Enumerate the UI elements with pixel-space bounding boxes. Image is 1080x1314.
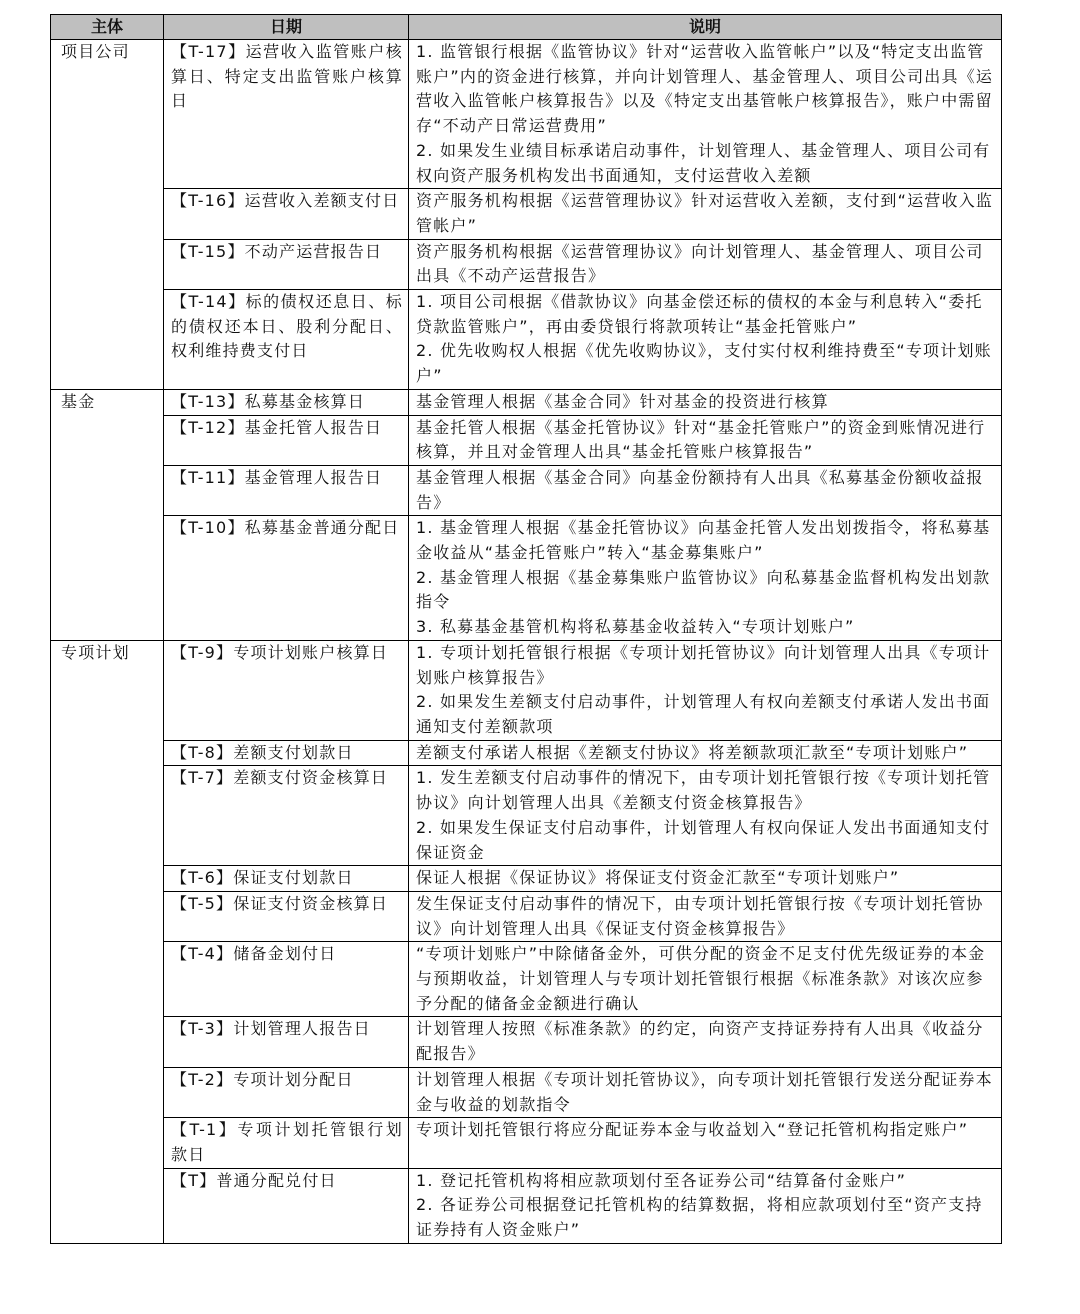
description-cell	[409, 740, 1002, 766]
date-cell: 【T-6】保证支付划款日	[164, 866, 409, 892]
table-row	[51, 1067, 1002, 1117]
date-cell: 【T-15】不动产运营报告日	[164, 239, 409, 289]
description-cell	[409, 290, 1002, 390]
header-description: 说明	[409, 15, 1002, 40]
description-paragraph: 1. 基金管理人根据《基金托管协议》向基金托管人发出划拨指令，将私募基金收益从“基金托管账户”转入“基金募集账户”	[416, 518, 991, 563]
header-row	[51, 15, 1002, 40]
description-cell	[409, 1118, 1002, 1168]
description-paragraph: 差额支付承诺人根据《差额支付协议》将差额款项汇款至“专项计划账户”	[416, 742, 969, 762]
description-paragraph: 专项计划托管银行将应分配证券本金与收益划入“登记托管机构指定账户”	[416, 1120, 969, 1140]
table-row	[51, 866, 1002, 892]
subject-cell	[51, 239, 164, 289]
date-cell: 【T-8】差额支付划款日	[164, 740, 409, 766]
description-cell	[409, 239, 1002, 289]
description-cell	[409, 40, 1002, 189]
description-cell	[409, 1017, 1002, 1067]
description-paragraph: 基金管理人根据《基金合同》针对基金的投资进行核算	[416, 391, 829, 411]
description-cell	[409, 415, 1002, 465]
description-paragraph: 2. 如果发生业绩目标承诺启动事件，计划管理人、基金管理人、项目公司有权向资产服务机构发出书面通知，支付运营收入差额	[416, 140, 991, 185]
date-cell: 【T-9】专项计划账户核算日	[164, 640, 409, 740]
description-paragraph: 发生保证支付启动事件的情况下，由专项计划托管银行按《专项计划托管协议》向计划管理人出具《保证支付资金核算报告》	[416, 893, 984, 938]
description-cell	[409, 389, 1002, 415]
description-cell	[409, 866, 1002, 892]
description-cell	[409, 1067, 1002, 1117]
table-row	[51, 290, 1002, 390]
description-cell	[409, 766, 1002, 866]
table-row	[51, 740, 1002, 766]
table-row	[51, 415, 1002, 465]
date-cell: 【T-14】标的债权还息日、标的债权还本日、股利分配日、权利维持费支付日	[164, 290, 409, 390]
table-body	[51, 40, 1002, 1244]
table-row	[51, 891, 1002, 941]
subject-cell	[51, 866, 164, 892]
table-row	[51, 189, 1002, 239]
table-row	[51, 1017, 1002, 1067]
description-cell	[409, 891, 1002, 941]
date-cell: 【T-12】基金托管人报告日	[164, 415, 409, 465]
header-date: 日期	[164, 15, 409, 40]
subject-cell	[51, 415, 164, 465]
description-cell	[409, 1168, 1002, 1243]
subject-cell	[51, 942, 164, 1017]
subject-cell	[51, 1118, 164, 1168]
date-cell: 【T-17】运营收入监管账户核算日、特定支出监管账户核算日	[164, 40, 409, 189]
table-header	[51, 15, 1002, 40]
subject-cell	[51, 891, 164, 941]
subject-cell: 基金	[51, 389, 164, 415]
table-row	[51, 942, 1002, 1017]
description-cell	[409, 465, 1002, 515]
description-paragraph: 3. 私募基金基管机构将私募基金收益转入“专项计划账户”	[416, 617, 855, 637]
subject-cell	[51, 290, 164, 390]
date-cell: 【T-13】私募基金核算日	[164, 389, 409, 415]
subject-cell	[51, 465, 164, 515]
description-paragraph: 1. 发生差额支付启动事件的情况下，由专项计划托管银行按《专项计划托管协议》向计划管理人出具《差额支付资金核算报告》	[416, 768, 991, 813]
description-paragraph: 资产服务机构根据《运营管理协议》针对运营收入差额，支付到“运营收入监管帐户”	[416, 191, 994, 235]
description-paragraph: 2. 如果发生差额支付启动事件，计划管理人有权向差额支付承诺人发出书面通知支付差额款项	[416, 692, 991, 736]
subject-cell	[51, 766, 164, 866]
description-paragraph: 计划管理人根据《专项计划托管协议》，向专项计划托管银行发送分配证券本金与收益的划款指令	[416, 1069, 993, 1114]
table-row	[51, 640, 1002, 740]
description-paragraph: 1. 监管银行根据《监管协议》针对“运营收入监管帐户”以及“特定支出监管账户”内的资金进行核算，并向计划管理人、基金管理人、项目公司出具《运营收入监管帐户核算报告》以及《特定支出基管帐户核算报告》，账户中需留存“不动产日常运营费用”	[416, 42, 994, 136]
table-row	[51, 1168, 1002, 1243]
date-cell: 【T-11】基金管理人报告日	[164, 465, 409, 515]
description-paragraph: 2. 各证券公司根据登记托管机构的结算数据，将相应款项划付至“资产支持证券持有人资金账户”	[416, 1195, 983, 1240]
subject-cell: 项目公司	[51, 40, 164, 189]
date-cell: 【T-4】储备金划付日	[164, 942, 409, 1017]
date-cell: 【T-3】计划管理人报告日	[164, 1017, 409, 1067]
date-cell: 【T-16】运营收入差额支付日	[164, 189, 409, 239]
description-paragraph: 保证人根据《保证协议》将保证支付资金汇款至“专项计划账户”	[416, 868, 900, 888]
description-paragraph: “专项计划账户”中除储备金外，可供分配的资金不足支付优先级证券的本金与预期收益，计划管理人与专项计划托管银行根据《标准条款》对该次应参予分配的储备金金额进行确认	[416, 944, 986, 1013]
subject-cell: 专项计划	[51, 640, 164, 740]
description-paragraph: 1. 项目公司根据《借款协议》向基金偿还标的债权的本金与利息转入“委托贷款监管账户”，再由委贷银行将款项转让“基金托管账户”	[416, 292, 983, 336]
date-cell: 【T-10】私募基金普通分配日	[164, 516, 409, 641]
description-paragraph: 2. 基金管理人根据《基金募集账户监管协议》向私募基金监督机构发出划款指令	[416, 567, 991, 612]
description-paragraph: 计划管理人按照《标准条款》的约定，向资产支持证券持有人出具《收益分配报告》	[416, 1019, 984, 1064]
table-row	[51, 239, 1002, 289]
description-paragraph: 资产服务机构根据《运营管理协议》向计划管理人、基金管理人、项目公司出具《不动产运营报告》	[416, 241, 984, 286]
date-cell: 【T-7】差额支付资金核算日	[164, 766, 409, 866]
date-cell: 【T】普通分配兑付日	[164, 1168, 409, 1243]
table-row	[51, 1118, 1002, 1168]
subject-cell	[51, 1017, 164, 1067]
subject-cell	[51, 740, 164, 766]
description-paragraph: 基金托管人根据《基金托管协议》针对“基金托管账户”的资金到账情况进行核算，并且对金管理人出具“基金托管账户核算报告”	[416, 417, 986, 462]
schedule-table	[50, 14, 1002, 1244]
description-paragraph: 1. 登记托管机构将相应款项划付至各证券公司“结算备付金账户”	[416, 1170, 907, 1190]
date-cell: 【T-1】专项计划托管银行划款日	[164, 1118, 409, 1168]
description-cell	[409, 942, 1002, 1017]
date-cell: 【T-5】保证支付资金核算日	[164, 891, 409, 941]
date-cell: 【T-2】专项计划分配日	[164, 1067, 409, 1117]
table-row	[51, 465, 1002, 515]
table-row	[51, 516, 1002, 641]
header-subject: 主体	[51, 15, 164, 40]
subject-cell	[51, 1067, 164, 1117]
schedule-table-container	[50, 14, 1001, 1244]
description-cell	[409, 189, 1002, 239]
table-row	[51, 766, 1002, 866]
description-paragraph: 基金管理人根据《基金合同》向基金份额持有人出具《私募基金份额收益报告》	[416, 467, 984, 512]
description-cell	[409, 516, 1002, 641]
description-cell	[409, 640, 1002, 740]
table-row	[51, 40, 1002, 189]
subject-cell	[51, 189, 164, 239]
table-row	[51, 389, 1002, 415]
description-paragraph: 2. 如果发生保证支付启动事件，计划管理人有权向保证人发出书面通知支付保证资金	[416, 817, 991, 862]
description-paragraph: 1. 专项计划托管银行根据《专项计划托管协议》向计划管理人出具《专项计划账户核算报告》	[416, 642, 991, 687]
description-paragraph: 2. 优先收购权人根据《优先收购协议》，支付实付权利维持费至“专项计划账户”	[416, 341, 992, 386]
subject-cell	[51, 1168, 164, 1243]
subject-cell	[51, 516, 164, 641]
